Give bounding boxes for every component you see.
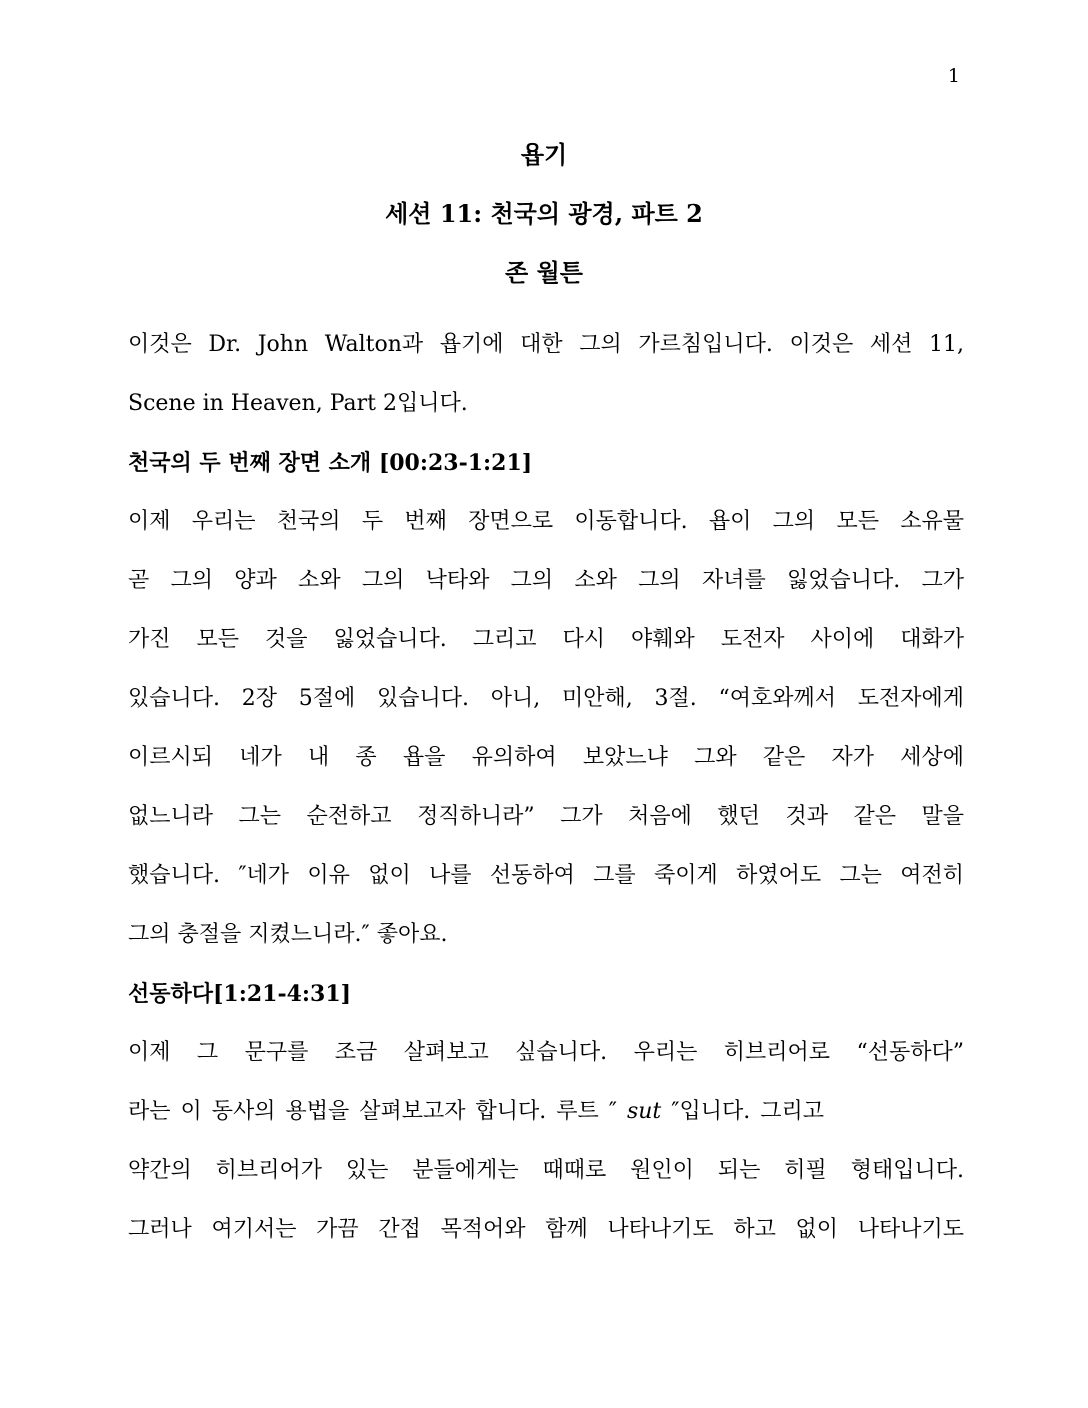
section-heading-1: 천국의 두 번째 장면 소개 [00:23-1:21] xyxy=(128,450,533,476)
paragraph-line: 했습니다. ″네가 이유 없이 나를 선동하여 그를 죽이게 하였어도 그는 여전히 xyxy=(128,863,964,888)
paragraph-line: 있습니다. 2장 5절에 있습니다. 아니, 미안해, 3절. “여호와께서 도전자에게 xyxy=(128,686,964,711)
paragraph-line: 그러나 여기서는 가끔 간접 목적어와 함께 나타나기도 하고 없이 나타나기도 xyxy=(128,1217,964,1242)
paragraph-line: 이제 그 문구를 조금 살펴보고 싶습니다. 우리는 히브리어로 “선동하다” xyxy=(128,1040,964,1065)
paragraph-line: 그의 충절을 지켰느니라.″ 좋아요. xyxy=(128,922,448,947)
section-heading-2 xyxy=(128,979,964,1010)
hebrew-root-term: sut xyxy=(626,1099,662,1124)
paragraph-text: ″입니다. 그리고 xyxy=(661,1099,824,1124)
paragraph-line xyxy=(128,1097,964,1127)
paragraph-line: 가진 모든 것을 잃었습니다. 그리고 다시 야훼와 도전자 사이에 대화가 xyxy=(128,627,964,652)
author-name: 존 월튼 xyxy=(505,258,583,287)
page-number: 1 xyxy=(947,65,960,87)
paragraph-text: 라는 이 동사의 용법을 살펴보고자 합니다. 루트 ″ xyxy=(128,1099,627,1124)
intro-line-2: Scene in Heaven, Part 2입니다. xyxy=(128,391,468,416)
paragraph-line: 이제 우리는 천국의 두 번째 장면으로 이동합니다. 욥이 그의 모든 소유물 xyxy=(128,509,964,534)
paragraph-line: 이르시되 네가 내 종 욥을 유의하여 보았느냐 그와 같은 자가 세상에 xyxy=(128,745,964,770)
paragraph-line: 곧 그의 양과 소와 그의 낙타와 그의 소와 그의 자녀를 잃었습니다. 그가 xyxy=(128,568,964,593)
section-heading-2-bold: 선동하다 xyxy=(128,981,214,1007)
session-title: 세션 11: 천국의 광경, 파트 2 xyxy=(385,199,703,228)
title-block xyxy=(0,140,1088,317)
paragraph-line: 약간의 히브리어가 있는 분들에게는 때때로 원인이 되는 히필 형태입니다. xyxy=(128,1158,964,1183)
paragraph-line: 없느니라 그는 순전하고 정직하니라” 그가 처음에 했던 것과 같은 말을 xyxy=(128,804,964,829)
book-title: 욥기 xyxy=(520,140,568,169)
intro-line-1: 이것은 Dr. John Walton과 욥기에 대한 그의 가르침입니다. 이것은 세션 11, xyxy=(128,332,964,357)
section-heading-2-timestamp: [1:21-4:31] xyxy=(213,981,352,1007)
